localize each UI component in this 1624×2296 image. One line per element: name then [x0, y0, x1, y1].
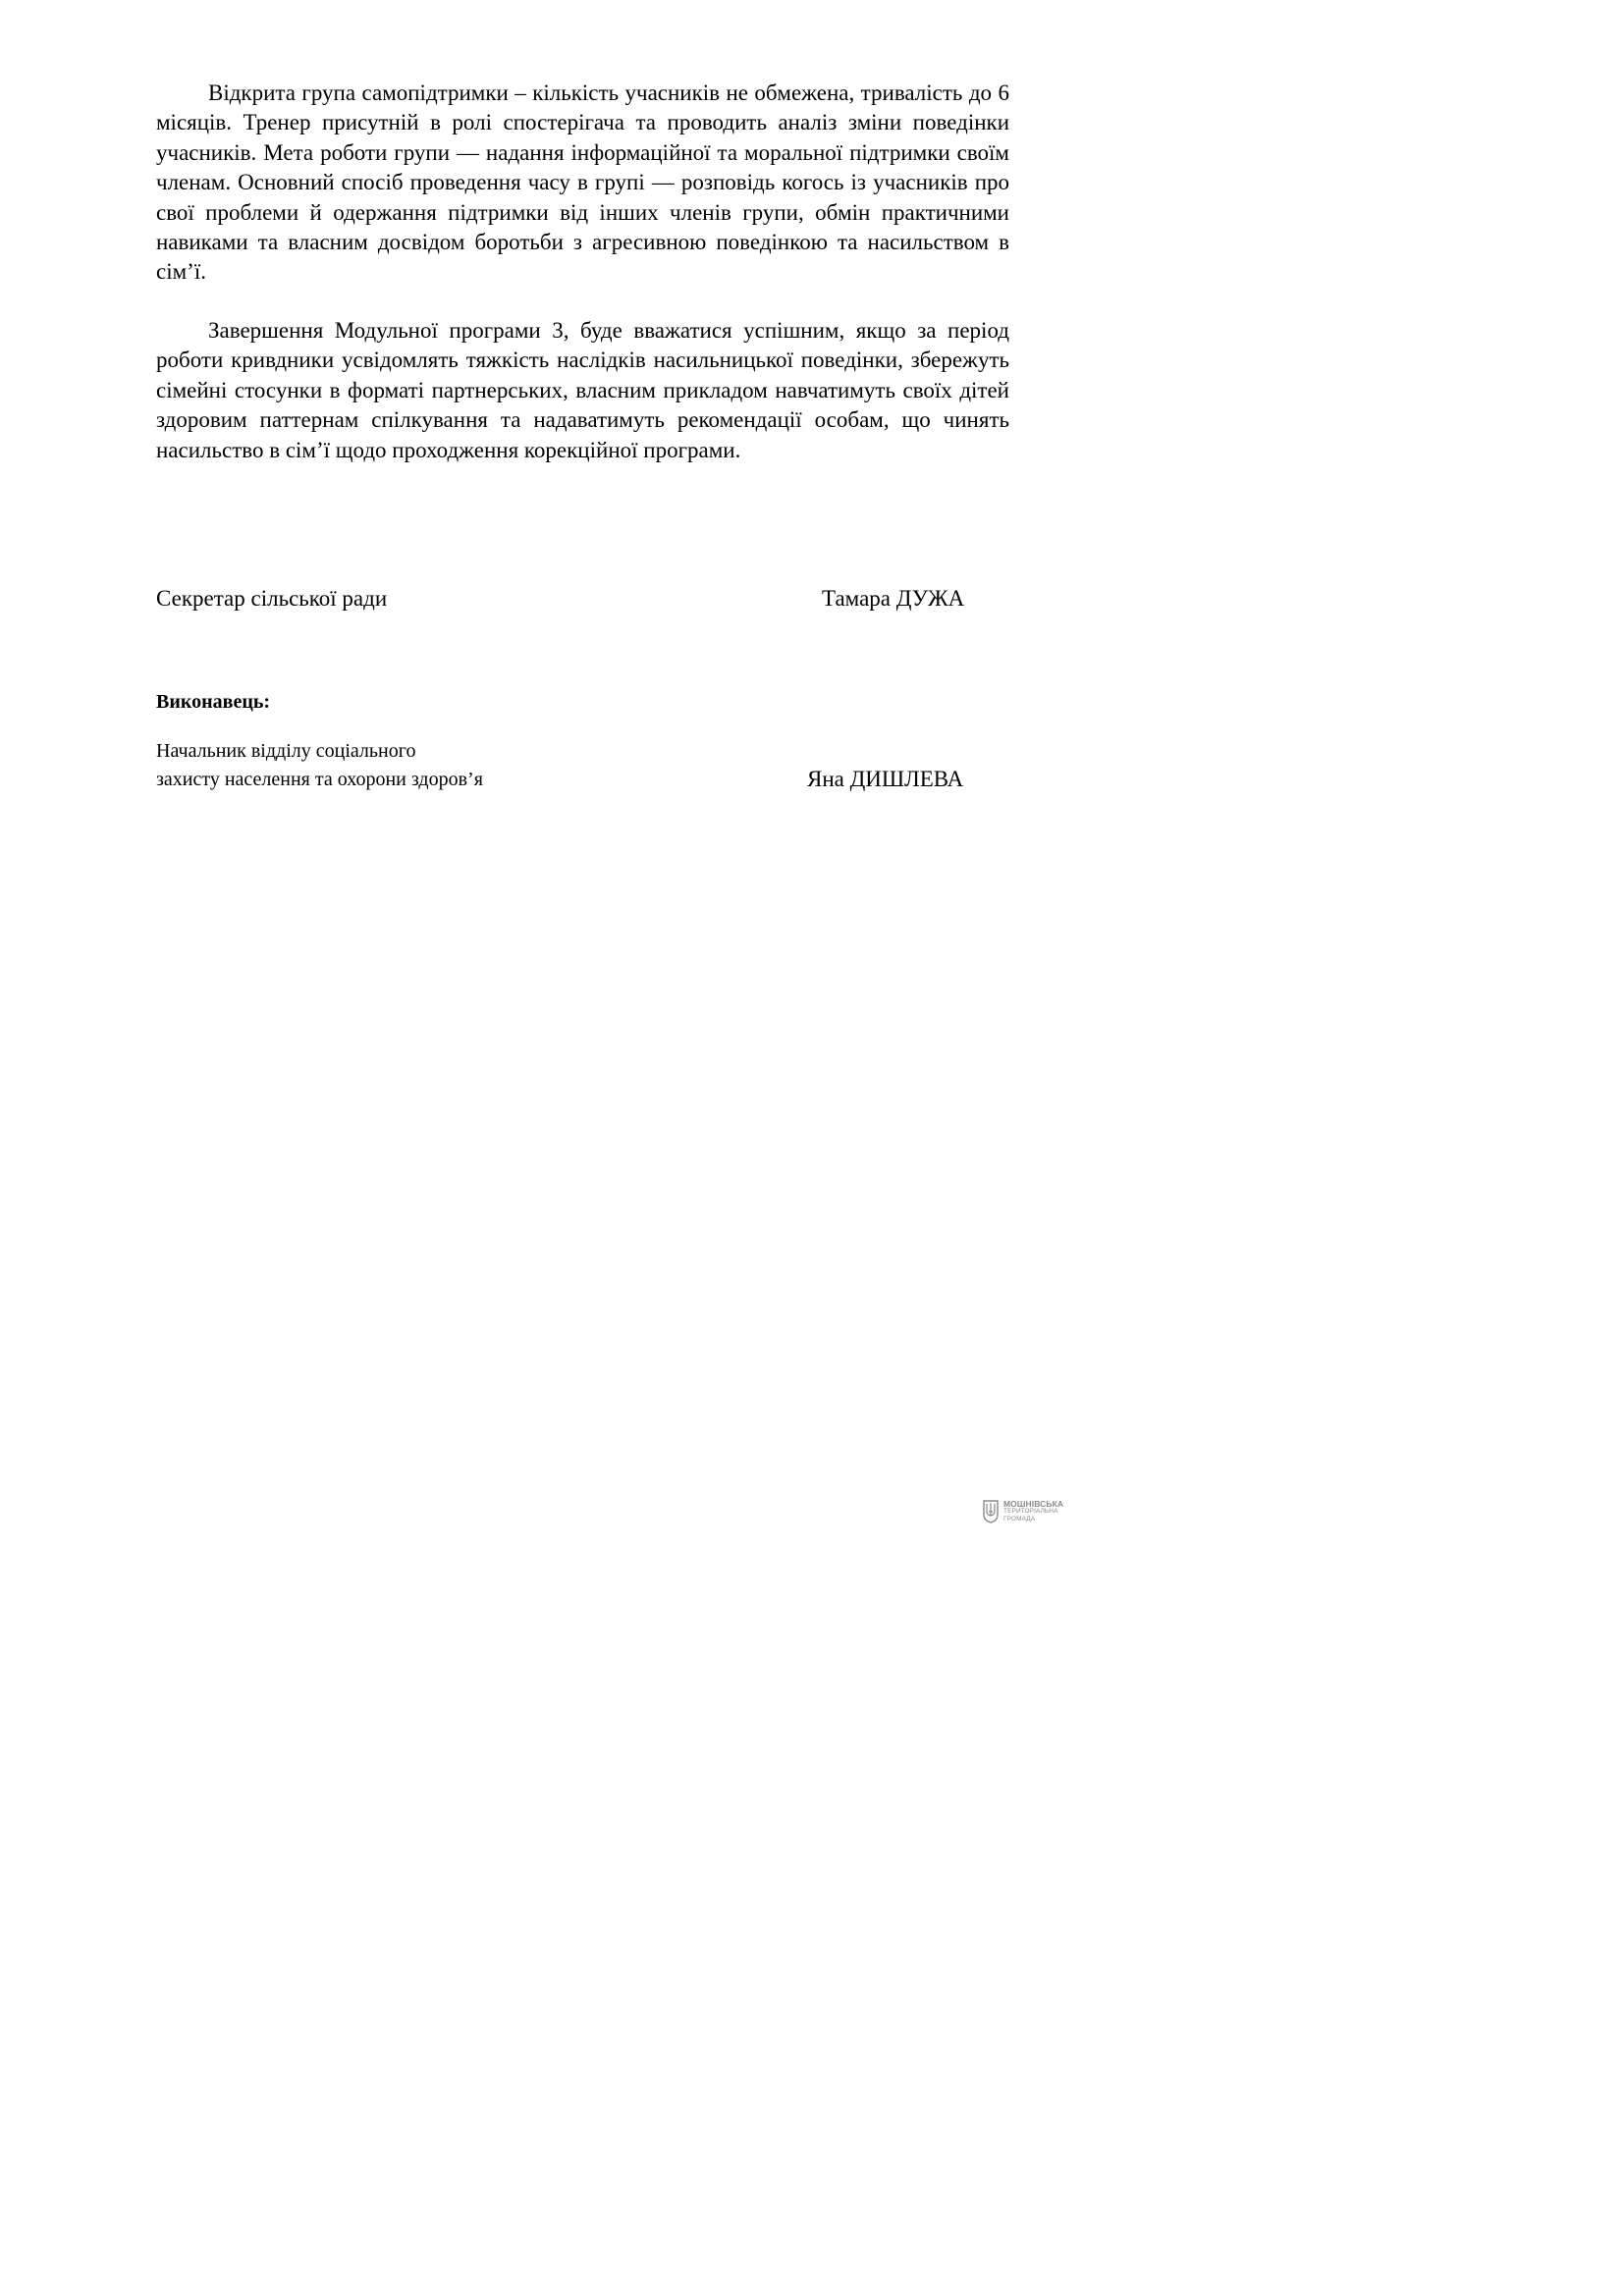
body-paragraph-1: Відкрита група самопідтримки – кількість учасників не обмежена, тривалість до 6 місяців. Тренер присутній в ролі спостерігача та проводить аналіз зміни поведінки учасників. Мета роботи групи — надання інформаційної та моральної підтримки своїм членам. Основний спосіб проведення часу в групі — розповідь когось із учасників про свої проблеми й одержання підтримки від інших членів групи, обмін практичними навиками та власним досвідом боротьби з агресивною поведінкою та насильством в сім’ї.: [156, 80, 1009, 285]
logo-title: МОШНІВСЬКА: [1003, 1499, 1064, 1509]
trident-emblem-icon: [982, 1499, 1000, 1524]
executor-position-line1: Начальник відділу соціального: [156, 740, 416, 762]
logo-line3: ГРОМАДА: [1003, 1516, 1036, 1522]
executor-position-line2: захисту населення та охорони здоров’я: [156, 769, 483, 790]
executor-heading: Виконавець:: [156, 691, 271, 713]
secretary-title: Секретар сільської ради: [156, 586, 388, 611]
body-paragraph-2: Завершення Модульної програми 3, буде вважатися успішним, якщо за період роботи кривдники усвідомлять тяжкість наслідків насильницької поведінки, збережуть сімейні стосунки в форматі партнерських, власним прикладом навчатимуть своїх дітей здоровим паттернам спілкування та надаватимуть рекомендації особам, що чинять насильство в сім’ї щодо проходження корекційної програми.: [156, 318, 1009, 462]
executor-name: Яна ДИШЛЕВА: [807, 767, 964, 791]
secretary-name: Тамара ДУЖА: [822, 586, 965, 611]
community-logo: [982, 1499, 1063, 1524]
logo-line2: ТЕРИТОРІАЛЬНА: [1003, 1508, 1058, 1515]
